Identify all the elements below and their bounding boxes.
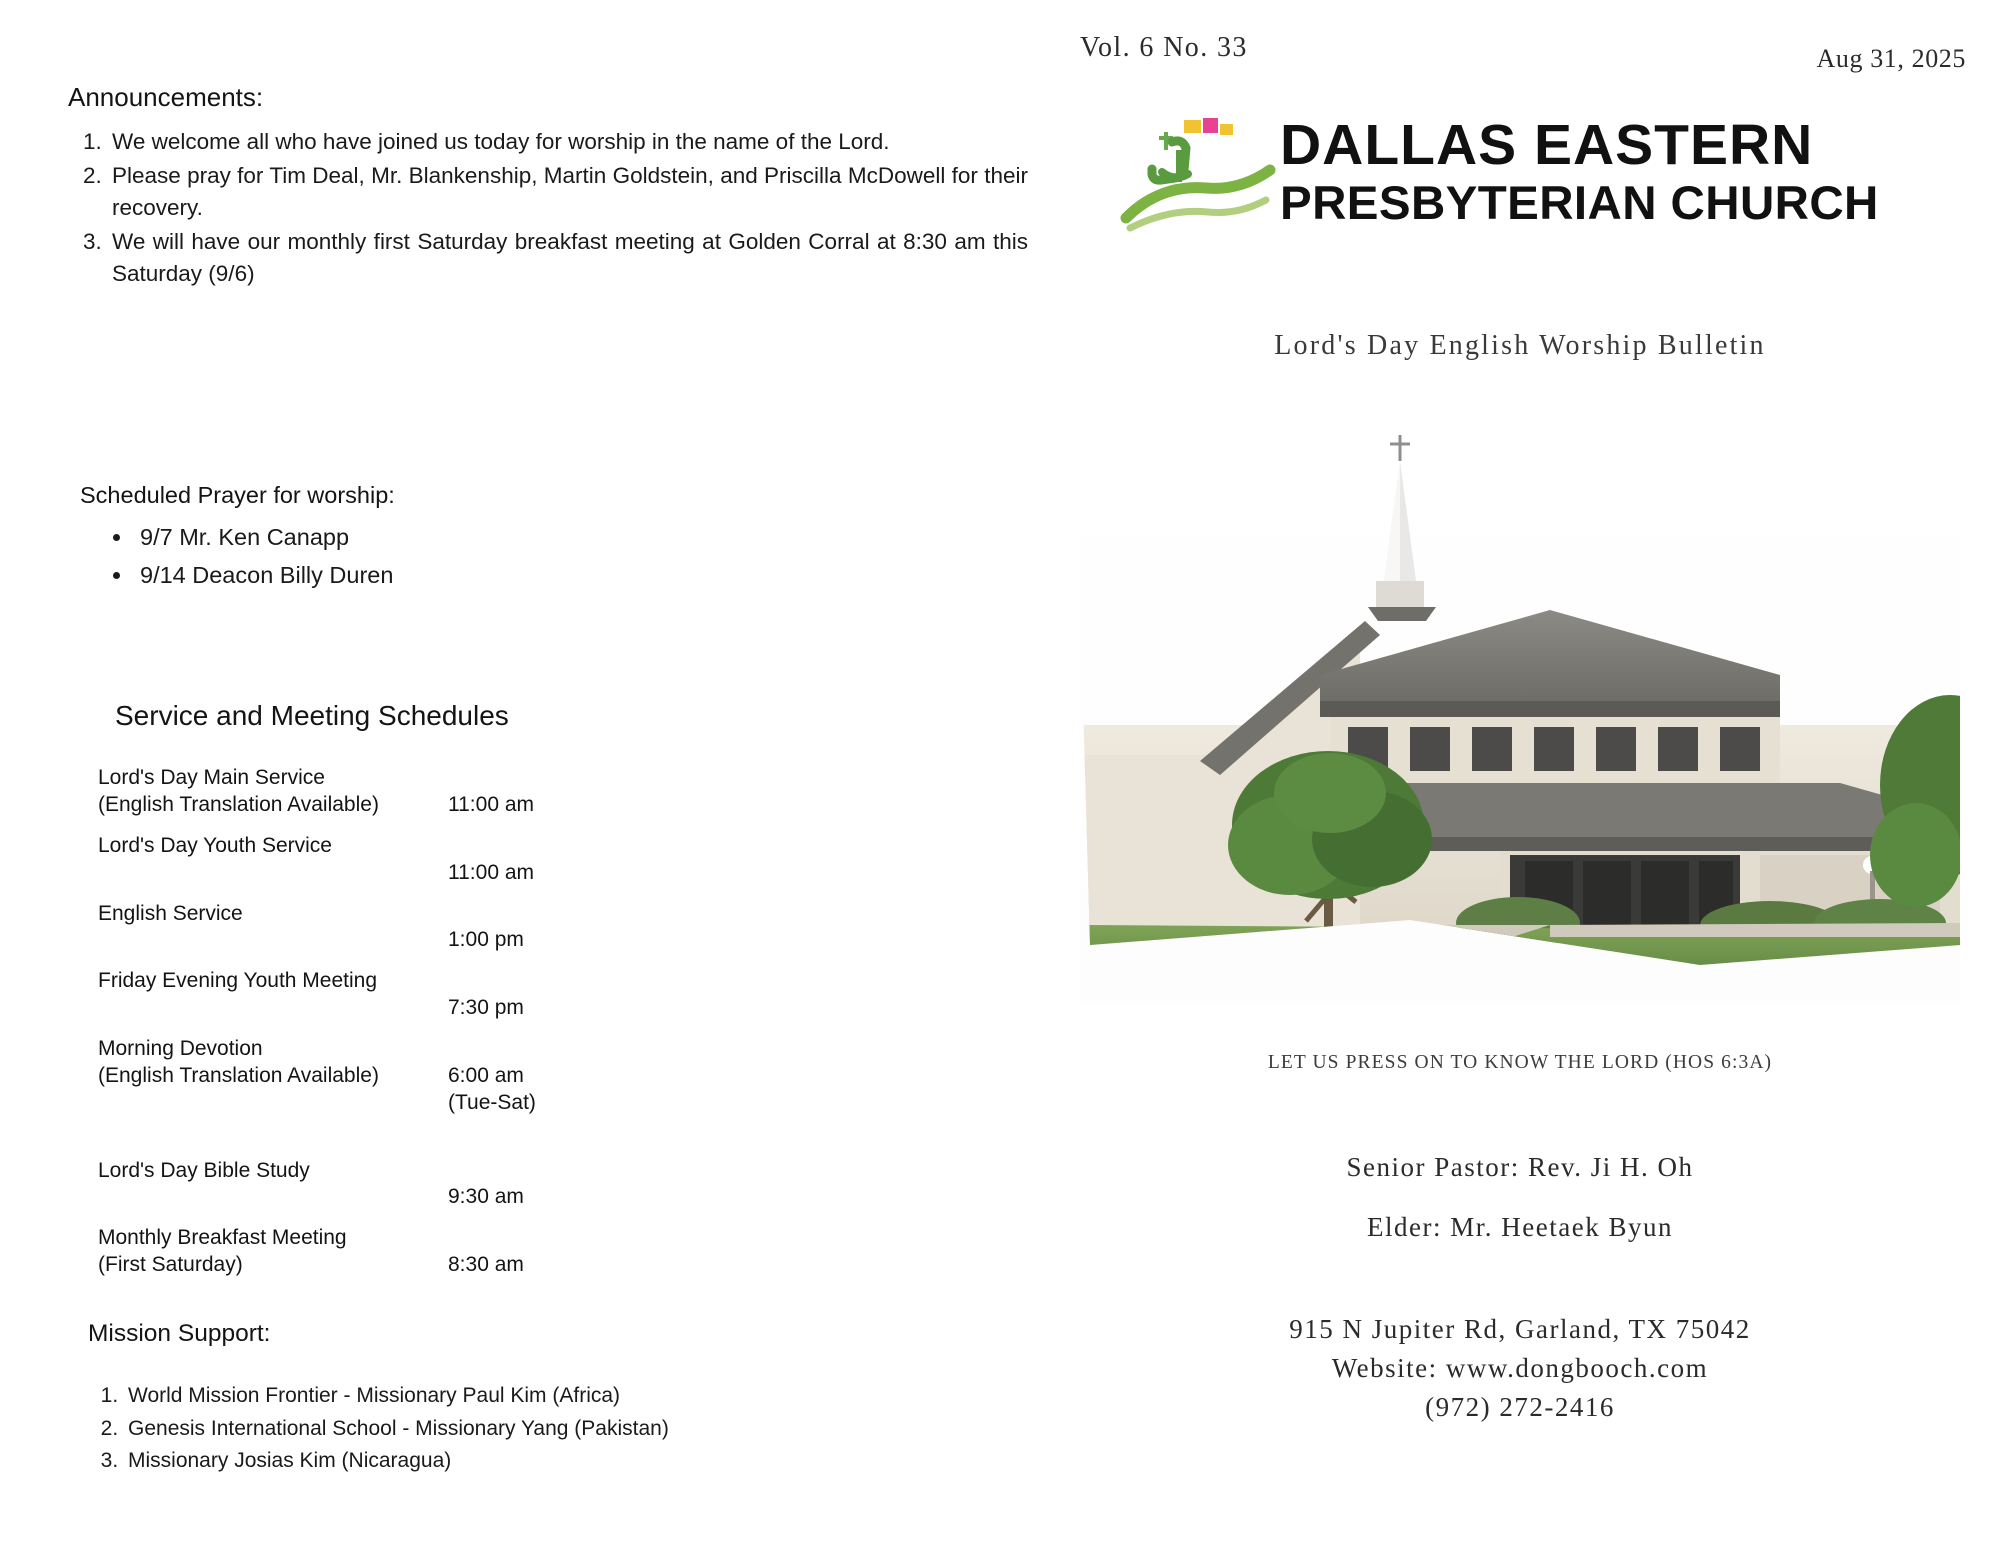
list-item: 2. Please pray for Tim Deal, Mr. Blankenship, Martin Goldstein, and Priscilla McDowell for their recovery. [108, 160, 1028, 224]
address-phone: (972) 272-2416 [1425, 1392, 1615, 1423]
church-address [1040, 1310, 2000, 1427]
schedule-time [428, 1151, 632, 1219]
mission-support-heading: Mission Support: [88, 1320, 271, 1347]
logo-wordmark [1280, 113, 1970, 232]
schedule-time-main: 11:00 am [448, 860, 534, 884]
schedule-time-main: 7:30 pm [448, 996, 524, 1020]
table-row [92, 758, 632, 826]
schedule-label [92, 758, 428, 826]
schedule-label [92, 1029, 428, 1151]
elder-name: Elder: Mr. Heetaek Byun [1367, 1212, 1673, 1242]
table-row [92, 894, 632, 962]
list-item: 3. Missionary Josias Kim (Nicaragua) [124, 1445, 669, 1478]
schedule-label-sub: (First Saturday) [98, 1253, 243, 1277]
schedule-time-sub: (Tue-Sat) [448, 1090, 536, 1114]
schedule-time-main: 9:30 am [448, 1185, 524, 1209]
schedule-time [428, 894, 632, 962]
service-schedule-heading: Service and Meeting Schedules [115, 700, 509, 731]
schedule-time [428, 1029, 632, 1151]
scheduled-prayer-list [92, 518, 393, 594]
schedule-time-main: 1:00 pm [448, 928, 524, 952]
schedule-label-main: Friday Evening Youth Meeting [98, 969, 378, 993]
announcements-heading: Announcements: [68, 82, 264, 112]
list-item: • 9/7 Mr. Ken Canapp [134, 518, 393, 556]
table-row [92, 1218, 632, 1286]
table-row [92, 961, 632, 1029]
schedule-label-main: Morning Devotion [98, 1037, 263, 1060]
schedule-label-main: Lord's Day Youth Service [98, 833, 332, 857]
schedule-time-main: 8:30 am [448, 1253, 524, 1277]
schedule-time [428, 826, 632, 894]
schedule-time [428, 1218, 632, 1286]
mission-support-list [88, 1380, 669, 1478]
logo-line-two: PRESBYTERIAN CHURCH [1280, 176, 1879, 230]
logo-line-one: DALLAS EASTERN [1280, 113, 1814, 177]
address-line-one: 915 N Jupiter Rd, Garland, TX 75042 [1289, 1314, 1751, 1344]
table-row [92, 1151, 632, 1219]
church-building-photo [1080, 425, 1960, 1005]
bulletin-subtitle: Lord's Day English Worship Bulletin [1274, 330, 1766, 361]
schedule-label [92, 961, 428, 1029]
schedule-time [428, 758, 632, 826]
schedule-label-main: English Service [98, 901, 243, 925]
service-schedule-table [92, 758, 632, 1286]
schedule-time-main: 11:00 am [448, 792, 534, 816]
list-item: 3. We will have our monthly first Saturday breakfast meeting at Golden Corral at 8:30 am this Saturday (9/6) [108, 226, 1028, 290]
schedule-label [92, 1151, 428, 1219]
bulletin-date: Aug 31, 2025 [1816, 44, 1966, 73]
list-item: 1. We welcome all who have joined us today for worship in the name of the Lord. [108, 126, 1028, 158]
schedule-label-main: Monthly Breakfast Meeting [98, 1226, 347, 1250]
scheduled-prayer-heading: Scheduled Prayer for worship: [80, 482, 395, 508]
schedule-label-main: Lord's Day Bible Study [98, 1158, 310, 1182]
schedule-label-sub: (English Translation Available) [98, 792, 379, 816]
table-row [92, 826, 632, 894]
logo-mark-icon [1120, 110, 1280, 240]
schedule-label [92, 894, 428, 962]
schedule-label [92, 1218, 428, 1286]
bulletin-verse: LET US PRESS ON TO KNOW THE LORD (HOS 6:3A) [1267, 1052, 1773, 1073]
schedule-label-main: Lord's Day Main Service [98, 766, 325, 789]
senior-pastor: Senior Pastor: Rev. Ji H. Oh [1346, 1152, 1694, 1182]
schedule-label-sub: (English Translation Available) [98, 1063, 379, 1087]
table-row [92, 1029, 632, 1151]
right-column [1040, 0, 2000, 1545]
church-logo [1090, 110, 1970, 240]
list-item: 2. Genesis International School - Missionary Yang (Pakistan) [124, 1413, 669, 1446]
address-website: Website: www.dongbooch.com [1331, 1353, 1709, 1384]
list-item: • 9/14 Deacon Billy Duren [134, 556, 393, 594]
announcements-list [72, 126, 1028, 292]
schedule-time [428, 961, 632, 1029]
schedule-label [92, 826, 428, 894]
volume-number: Vol. 6 No. 33 [1080, 32, 1248, 63]
list-item: 1. World Mission Frontier - Missionary Paul Kim (Africa) [124, 1380, 669, 1413]
schedule-time-main: 6:00 am [448, 1063, 524, 1087]
